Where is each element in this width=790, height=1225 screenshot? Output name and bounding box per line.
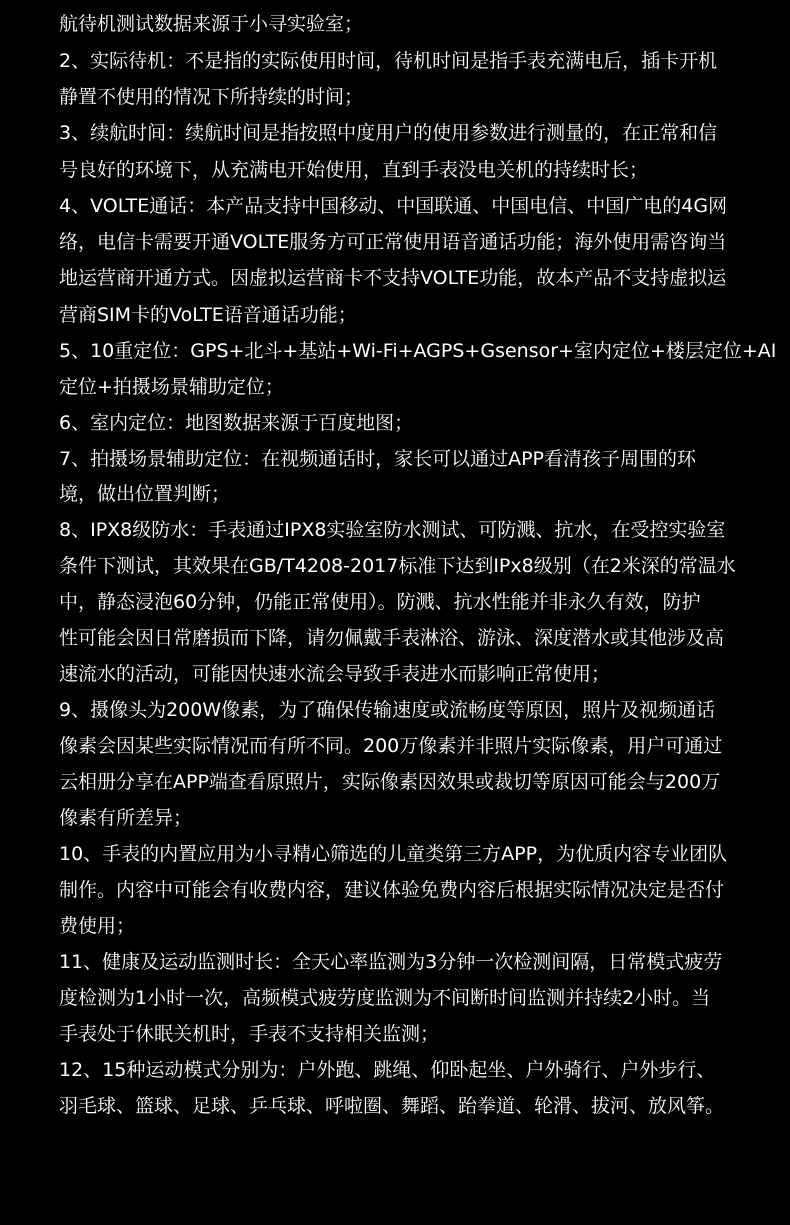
note-line: 中，静态浸泡60分钟，仍能正常使用）。防溅、抗水性能并非永久有效，防护	[59, 591, 701, 613]
note-line: 制作。内容中可能会有收费内容，建议体验免费内容后根据实际情况决定是否付	[59, 879, 725, 901]
note-line: 手表处于休眠关机时，手表不支持相关监测；	[59, 1023, 440, 1045]
note-line: 2、实际待机：不是指的实际使用时间，待机时间是指手表充满电后，插卡开机	[59, 50, 718, 72]
note-line: 6、室内定位：地图数据来源于百度地图；	[59, 412, 414, 434]
note-line: 络，电信卡需要开通VOLTE服务方可正常使用语音通话功能；海外使用需咨询当	[59, 231, 727, 253]
note-line: 号良好的环境下，从充满电开始使用，直到手表没电关机的持续时长；	[59, 159, 649, 181]
note-line: 像素会因某些实际情况而有所不同。200万像素并非照片实际像素，用户可通过	[59, 735, 723, 757]
note-line: 定位+拍摄场景辅助定位；	[59, 376, 284, 398]
note-line: 9、摄像头为200W像素，为了确保传输速度或流畅度等原因，照片及视频通话	[59, 699, 716, 721]
note-line: 性可能会因日常磨损而下降，请勿佩戴手表淋浴、游泳、深度潜水或其他涉及高	[59, 627, 725, 649]
note-line: 云相册分享在APP端查看原照片，实际像素因效果或裁切等原因可能会与200万	[59, 771, 721, 793]
note-line: 营商SIM卡的VoLTE语音通话功能；	[59, 304, 357, 326]
note-line: 静置不使用的情况下所持续的时间；	[59, 86, 364, 108]
note-line: 境，做出位置判断；	[59, 483, 231, 505]
note-line: 3、续航时间：续航时间是指按照中度用户的使用参数进行测量的，在正常和信	[59, 122, 718, 144]
note-line: 度检测为1小时一次，高频模式疲劳度监测为不间断时间监测并持续2小时。当	[59, 987, 711, 1009]
note-line: 像素有所差异；	[59, 807, 193, 829]
note-line: 7、拍摄场景辅助定位：在视频通话时，家长可以通过APP看清孩子周围的环	[59, 448, 697, 470]
note-line: 费使用；	[59, 915, 136, 937]
note-line: 5、10重定位：GPS+北斗+基站+Wi-Fi+AGPS+Gsensor+室内定位+楼层定位+AI	[59, 340, 777, 362]
note-line: 11、健康及运动监测时长：全天心率监测为3分钟一次检测间隔，日常模式疲劳	[59, 951, 723, 973]
note-line: 航待机测试数据来源于小寻实验室；	[59, 13, 364, 35]
note-line: 羽毛球、篮球、足球、乒乓球、呼啦圈、舞蹈、跆拳道、轮滑、拔河、放风筝。	[59, 1095, 725, 1117]
note-line: 速流水的活动，可能因快速水流会导致手表进水而影响正常使用；	[59, 663, 611, 685]
note-line: 8、IPX8级防水：手表通过IPX8实验室防水测试、可防溅、抗水，在受控实验室	[59, 519, 726, 541]
note-line: 12、15种运动模式分别为：户外跑、跳绳、仰卧起坐、户外骑行、户外步行、	[59, 1059, 716, 1081]
note-line: 10、手表的内置应用为小寻精心筛选的儿童类第三方APP，为优质内容专业团队	[59, 843, 728, 865]
note-line: 地运营商开通方式。因虚拟运营商卡不支持VOLTE功能，故本产品不支持虚拟运	[59, 267, 727, 289]
note-line: 4、VOLTE通话：本产品支持中国移动、中国联通、中国电信、中国广电的4G网	[59, 195, 728, 217]
note-line: 条件下测试，其效果在GB/T4208-2017标准下达到IPx8级别（在2米深的常温水	[59, 555, 736, 577]
